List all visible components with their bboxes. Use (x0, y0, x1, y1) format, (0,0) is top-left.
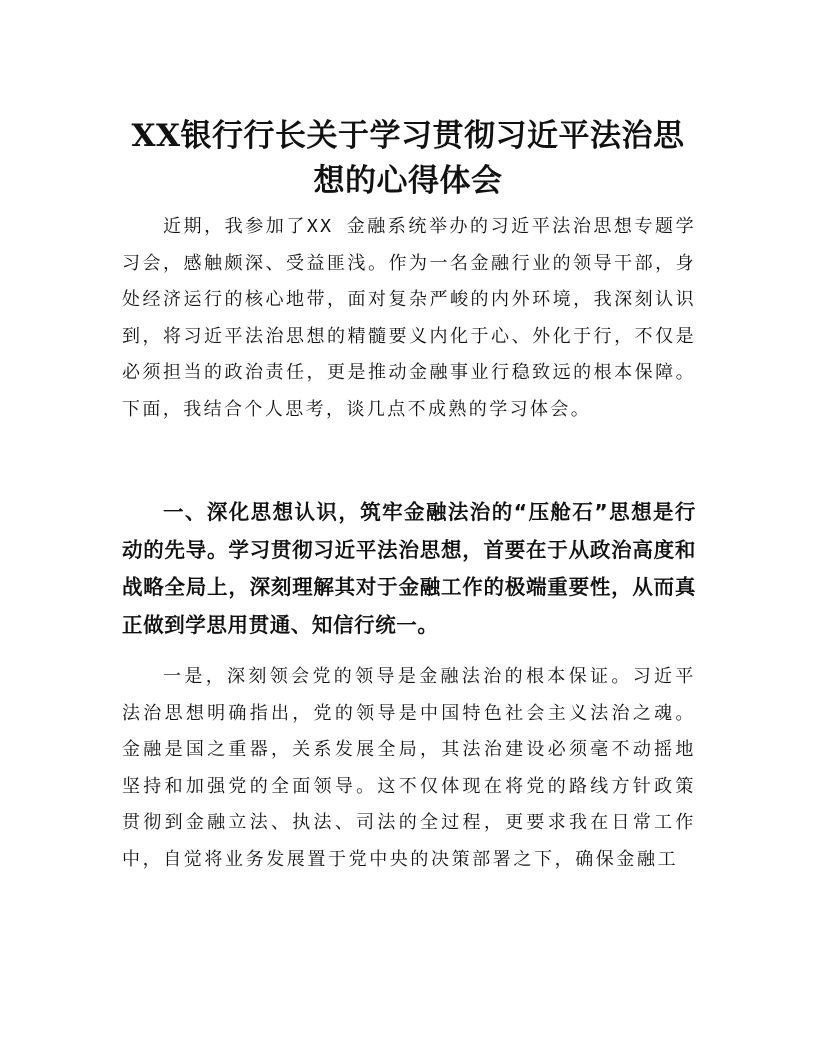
section-1-heading-paragraph: 一、深化思想认识，筑牢金融法治的“压舱石”思想是行动的先导。学习贯彻习近平法治思想，首要在于从政治高度和战略全局上，深刻理解其对于金融工作的极端重要性，从而真正做到学思用贯通、知信行统一。 (122, 500, 696, 637)
section-1-body-paragraph: 一是，深刻领会党的领导是金融法治的根本保证。习近平法治思想明确指出，党的领导是中国特色社会主义法治之魂。金融是国之重器，关系发展全局，其法治建设必须毫不动摇地坚持和加强党的全面领导。这不仅体现在将党的路线方针政策贯彻到金融立法、执法、司法的全过程，更要求我在日常工作中，自觉将业务发展置于党中央的决策部署之下，确保金融工 (122, 666, 696, 870)
intro-paragraph: 近期，我参加了XX 金融系统举办的习近平法治思想专题学习会，感触颇深、受益匪浅。作为一名金融行业的领导干部，身处经济运行的核心地带，面对复杂严峻的内外环境，我深刻认识到，将习近平法治思想的精髓要义内化于心、外化于行，不仅是必须担当的政治责任，更是推动金融事业行稳致远的根本保障。下面，我结合个人思考，谈几点不成熟的学习体会。 (122, 216, 696, 420)
document-title: XX银行行长关于学习贯彻习近平法治思想的心得体会 (131, 118, 685, 199)
